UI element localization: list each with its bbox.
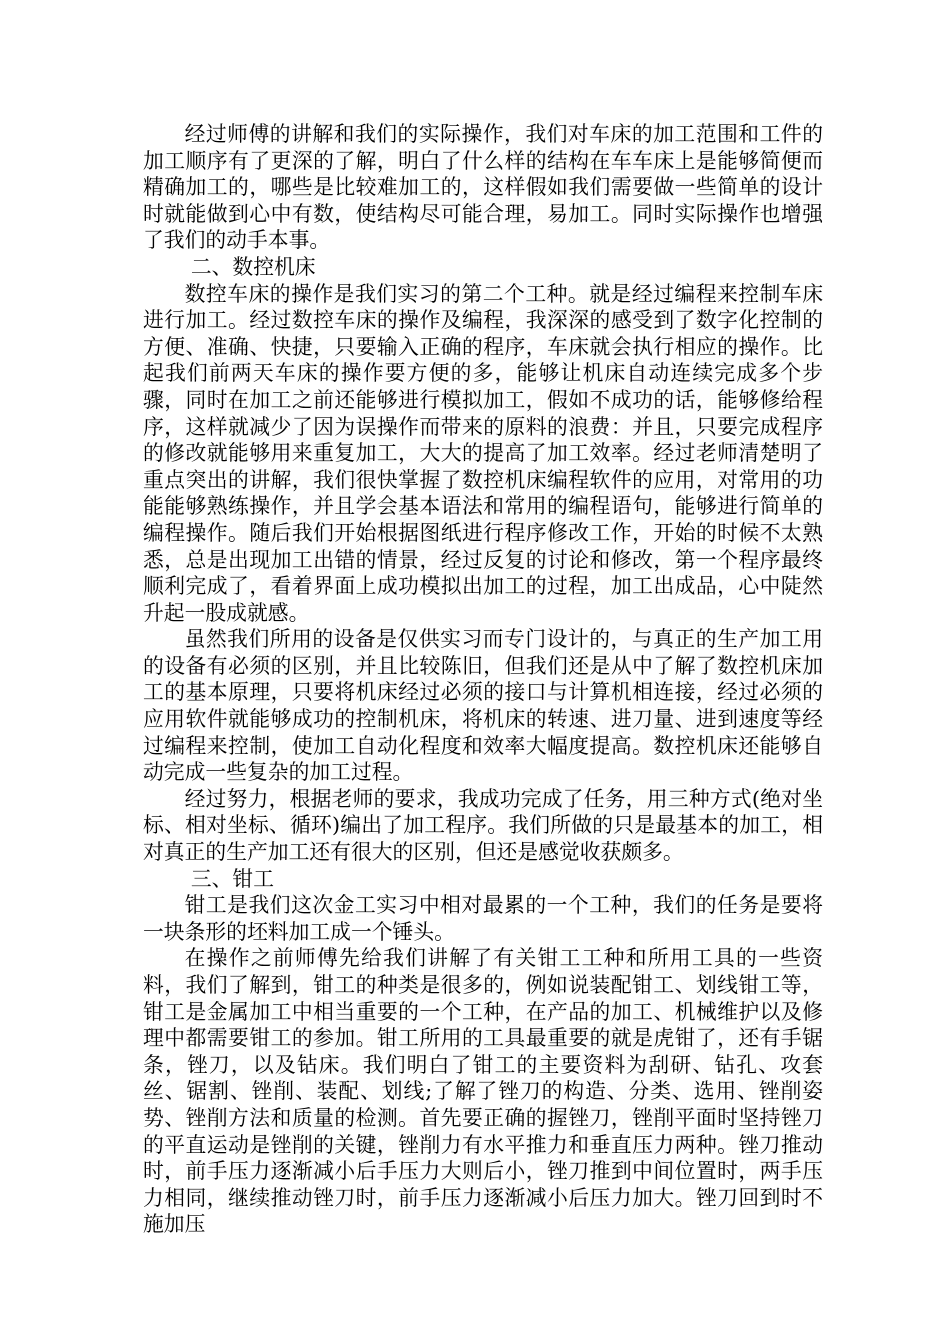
- document-page: [143, 121, 823, 1238]
- paragraph-fitter-details: 在操作之前师傅先给我们讲解了有关钳工工种和所用工具的一些资料，我们了解到，钳工的种类是很多的，例如说装配钳工、划线钳工等，钳工是金属加工中相当重要的一个工种，在产品的加工、机械维护以及修理中都需要钳工的参加。钳工所用的工具最重要的就是虎钳了，还有手锯条，锉刀，以及钻床。我们明白了钳工的主要资料为刮研、钻孔、攻套丝、锯割、锉削、装配、划线;了解了锉刀的构造、分类、选用、锉削姿势、锉削方法和质量的检测。首先要正确的握锉刀，锉削平面时坚持锉刀的平直运动是锉削的关键，锉削力有水平推力和垂直压力两种。锉刀推动时，前手压力逐渐减小后手压力大则后小，锉刀推到中间位置时，两手压力相同，继续推动锉刀时，前手压力逐渐减小后压力加大。锉刀回到时不施加压: [143, 946, 823, 1237]
- paragraph-lathe-summary: 经过师傅的讲解和我们的实际操作，我们对车床的加工范围和工件的加工顺序有了更深的了解，明白了什么样的结构在车车床上是能够简便而精确加工的，哪些是比较难加工的，这样假如我们需要做一些简单的设计时就能做到心中有数，使结构尽可能合理，易加工。同时实际操作也增强了我们的动手本事。: [143, 122, 823, 253]
- paragraph-cnc-task: 经过努力，根据老师的要求，我成功完成了任务，用三种方式(绝对坐标、相对坐标、循环)编出了加工程序。我们所做的只是最基本的加工，相对真正的生产加工还有很大的区别，但还是感觉收获颇多。: [143, 786, 823, 865]
- heading-cnc-machine: 二、数控机床: [190, 254, 316, 279]
- paragraph-fitter-task: 钳工是我们这次金工实习中相对最累的一个工种，我们的任务是要将一块条形的坯料加工成一个锤头。: [143, 893, 823, 944]
- paragraph-cnc-equipment: 虽然我们所用的设备是仅供实习而专门设计的，与真正的生产加工用的设备有必须的区别，并且比较陈旧，但我们还是从中了解了数控机床加工的基本原理，只要将机床经过必须的接口与计算机相连接，经过必须的应用软件就能够成功的控制机床，将机床的转速、进刀量、进到速度等经过编程来控制，使加工自动化程度和效率大幅度提高。数控机床还能够自动完成一些复杂的加工过程。: [143, 627, 823, 785]
- heading-fitter: 三、钳工: [190, 866, 275, 891]
- paragraph-cnc-operation: 数控车床的操作是我们实习的第二个工种。就是经过编程来控制车床进行加工。经过数控车床的操作及编程，我深深的感受到了数字化控制的方便、准确、快捷，只要输入正确的程序，车床就会执行相应的操作。比起我们前两天车床的操作要方便的多，能够让机床自动连续完成多个步骤，同时在加工之前还能够进行模拟加工，假如不成功的话，能够修给程序，这样就减少了因为误操作而带来的原料的浪费：并且，只要完成程序的修改就能够用来重复加工，大大的提高了加工效率。经过老师清楚明了重点突出的讲解，我们很快掌握了数控机床编程软件的应用，对常用的功能能够熟练操作，并且学会基本语法和常用的编程语句，能够进行简单的编程操作。随后我们开始根据图纸进行程序修改工作，开始的时候不太熟悉，总是出现加工出错的情景，经过反复的讨论和修改，第一个程序最终顺利完成了，看着界面上成功模拟出加工的过程，加工出成品，心中陡然升起一股成就感。: [143, 281, 823, 625]
